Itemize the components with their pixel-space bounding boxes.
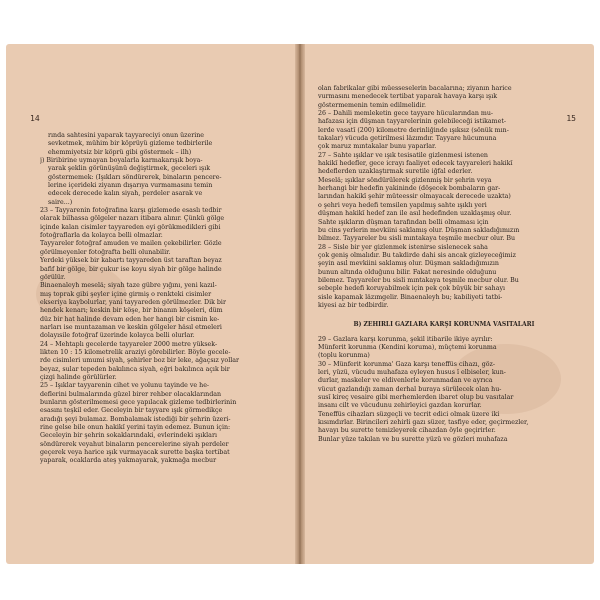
text-line: çizgi halinde görülürler. [40,373,117,381]
text-line: fotoğraflarla da kolayca belli olmazlar. [40,232,163,240]
text-line: deflerini bulmalarında güzel birer rehber olacaklarından [40,390,222,398]
text-line: hedeflerden uzaklaştırmak suretile iğfal ederler. [318,168,473,176]
text-line: mış toprak gibi şeyler içine girmiş o renkteki cisimler [40,290,212,298]
text-line: rde cisimleri umumi siyah, şehirler boz bir leke, ağaçsız yollar [40,357,240,365]
text-line: narları ise muntazaman ve keskin gölgeler hâsıl etmeleri [40,323,222,331]
text-line: görülmeyenler fotoğrafta belli olunabilir. [40,248,171,256]
text-line: 30 – Münferit korunma' Gaza karşı teneffüs cihazı, göz- [318,360,495,368]
text-line: Teneffüs cihazları süzgeçli ve tecrit edici olmak üzere iki [318,410,500,418]
left-page-number: 14 [30,114,40,123]
text-line: bu cins yerlerin mevkiini saklamış olur. Düşman sakladığımızın [318,226,520,234]
section-heading: B) ZEHİRLİ GAZLARA KARŞI KORUNMA VASITALARI [353,321,535,329]
text-line: 29 – Gazlara karşı korunma, şekil itibarile ikiye ayrılır: [318,335,493,343]
text-line: saire...) [48,198,73,206]
text-line: aradığı şeyi bulamaz. Bombalamak istediği bir şehrin üzeri- [40,415,231,423]
text-line: şeyin asıl mevkiini saklamış olur. Düşman sakladığımızın [318,260,499,268]
text-line: Sahte ışıkların düşman tarafından belli olmaması için [318,218,489,226]
text-line: düşman hakikî hedef zan ile asıl hedefinden uzaklaşmış olur. [318,210,512,218]
text-line: herhangi bir hedefin yakininde (döşecek bombaların gar- [318,185,501,193]
text-line: bilmez. Tayyareler bu sisli mıntakaya teşmile mecbur olur. Bu [318,235,516,243]
text-line: 28 – Sisle bir yer gizlenmek istenirse sislenecek saha [318,243,488,251]
text-line: bunun altında olduğunu bilir. Fakat neresinde olduğunu [318,268,497,276]
text-line: esasını teşkil eder. Geceleyin bir tayyare ışık görmedikçe [40,407,223,415]
text-line: kısımdırlar. Birincileri zehirli gazı süzer, tasfiye eder, geçirmezler, [318,419,529,427]
text-line: susî kireç vesaire gibi merhemlerden ibaret olup bu vasıtalar [318,394,514,402]
text-line: olan fabrikalar gibi müesseselerin bacalarına; ziyanın harice [318,85,512,92]
text-line: 24 – Mehtaplı gecelerde tayyareler 2000 metre yüksek- [40,340,218,348]
text-line: hendek kenarı; keskin bir köşe, bir binanın köşeleri, düm [40,307,223,315]
text-line: Meselâ; ışıklar söndürülerek gizlenmiş bir şehrin veya [318,176,492,184]
text-line: sevketmek, mühim bir köprüyü gizleme tedbirlerile [48,140,213,148]
text-line: leri, yüzü, vücudu muhafaza eyleyen husus î elbiseler, kun- [318,369,506,376]
text-line: lerine içerideki ziyanın dışarıya vurmamasını temin [48,182,213,190]
text-line: bunların gösterilmemesi gece yapılacak gizleme tedbirlerinin [40,399,237,406]
text-line: larından hakikî şehir müteessir olmayacak derecede uzakta) [318,193,511,201]
text-line: görülür. [40,273,66,281]
text-line: edecek derecede kalın siyah, perdeler asarak ve [48,190,203,198]
text-line: ehemmiyetsiz bir köprü gibi göstermek – ilh) [48,148,192,156]
text-line: ekseriya kaybolurlar, yani tayyareden görülmezler. Dik bir [40,298,226,306]
text-line: Geceleyin bir şehrin sokaklarındaki, evlerindeki ışıkları [40,432,217,440]
text-line: vurmasını menedecek tertibat yaparak havaya karşı ışık [318,93,498,101]
text-line: likten 10 : 15 kilometrelik araziyi görebilirler. Böyle gecele- [40,348,231,356]
text-line: 23 – Tayyarenin fotoğrafına karşı gizlemede esaslı tedbir [40,207,222,215]
text-line: geçerek veya harice ışık vurmayacak surette başka tertibat [40,449,230,457]
text-line: beyaz, sular tepeden bakılınca siyah, eğri bakılınca açık bir [40,365,230,373]
text-line: durlar, maskeler ve eldivenlerle korunmadan ve ayrıca [318,377,493,385]
book-gutter [295,44,305,564]
text-line: yaparak, ocaklarda ateş yakmayarak, yakmağa mecbur [40,457,217,465]
text-line: 26 – Dahili memleketin gece tayyare hücularından mu- [318,110,494,118]
text-line: hafazası için düşman tayyarelerinin gelebileceği istikamet- [318,118,507,126]
text-line: vücut gazlandığı zaman derhal buraya sürülecek olan hu- [318,385,502,393]
text-line: 27 – Sahte ışıklar ve ışık tesisatile gizlenmesi istenen [318,151,488,159]
text-line: dolayısile fotoğraf üzerinde kolayca belli olurlar. [40,332,195,340]
text-line: çok maruz mıntakalar bunu yaparlar. [318,143,437,151]
text-line: bilemez. Tayyareler bu sisli mıntakaya teşmile mecbur olur. Bu [318,276,519,284]
text-line: takalar) vücuda getirilmesi lâzımdır. Tayyare hücumuna [318,135,497,143]
right-page-text [318,85,570,444]
text-line: sebeple hedefi koruyabilmek için pek çok büyük bir sahayı [318,285,506,293]
text-line: Bunlar yüze takılan ve bu surette yüzü ve gözleri muhafaza [318,435,508,443]
text-line [318,310,570,315]
text-line: rine gelse bile onun hakikî yerini tayin edemez. Bunun için: [40,424,231,432]
right-page-number: 15 [566,114,576,123]
text-line: (toplu korunma) [318,352,370,360]
text-line: o şehri veya hedefi temsilen yapılmış sahte ışıklı yeri [318,201,487,209]
text-line: olarak bilhassa gölgeler nazarı itibara alınır. Çünkü gölge [40,215,225,223]
text-line: göstermemenin temin edilmelidir. [318,101,427,109]
text-line: Tayyareler fotoğraf amuden ve mailen çekebilirler. Gözle [40,240,222,248]
text-line: j) Biribirine uymayan boyalarla karmakarışık boya- [40,157,203,165]
text-line: çok geniş olmalıdır. Bu takdirde dahi sis ancak gizleyeceğimiz [318,251,516,259]
text-line: Yerdeki yüksek bir kabartı tayyareden üst taraftan beyaz [40,257,222,265]
text-line: havayı bu surette temizleyerek cihazdan öyle geçirirler. [318,427,496,435]
text-line: yarak şeklin görünüşünü değiştirmek, geceleri ışık [48,165,211,173]
text-line: 25 – Işıklar tayyarenin cihet ve yolunu tayinde ve he- [40,382,210,390]
text-line: Binaenaleyh meselâ; siyah taze gübre yığını, yeni kazıl- [40,282,217,290]
left-page-text [40,132,288,466]
text-line: hakikî hedefler, gece icrayı faaliyet edecek tayyareleri hakikî [318,160,513,168]
text-line: göstermemek: (Işıkları söndürerek, binaların pencere- [48,173,222,181]
text-line: bafif bir gölge, bir çukur ise koyu siyah bir gölge halinde [40,265,222,273]
text-line: düz bir hat halinde devam eden her hangi bir cismin ke- [40,315,220,323]
text-line: rında sahtesini yaparak tayyareciyi onun üzerine [48,132,205,139]
text-line: kiyesi az bir tedbirdir. [318,301,389,309]
text-line: Münferit korunma (Kendini koruma), müçtemi korunma [318,343,497,351]
text-line: sisle kapamak lâzımgelir. Binaenaleyh bu; kabiliyeti tatbi- [318,293,503,301]
text-line: lerde vasatî (200) kilometre derinliğinde ışıksız (sönük mın- [318,126,509,134]
text-line: söndürerek veyahut binaların pencerelerine siyah perdeler [40,440,229,448]
text-line: insanı cilt ve vücudunu zehirleyici gazdan korurlar. [318,402,482,410]
text-line: içinde kalan cisimler tayyareden eyi görükmedikleri gibi [40,223,221,231]
